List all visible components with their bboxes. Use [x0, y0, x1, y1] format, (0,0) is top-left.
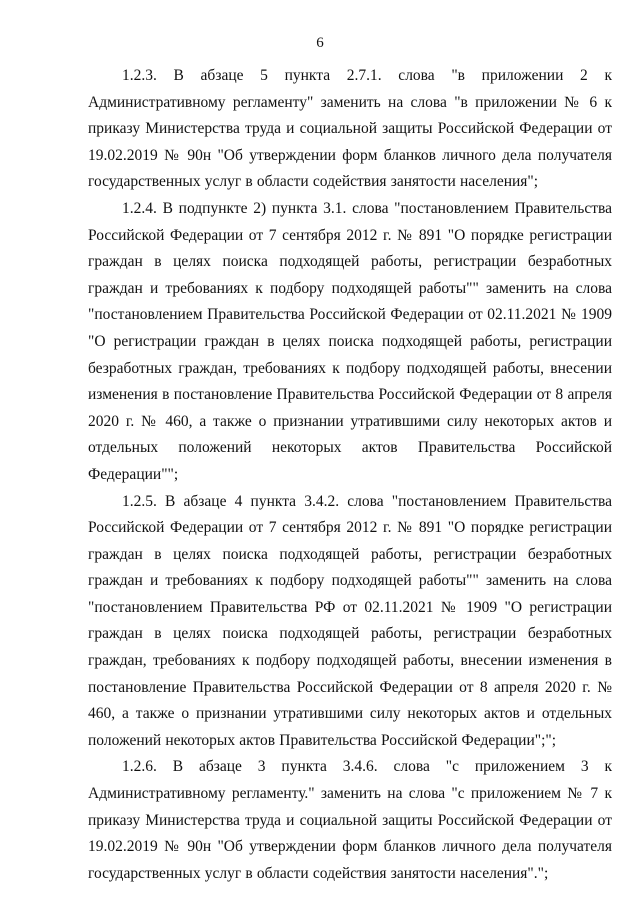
paragraph-1-2-4: 1.2.4. В подпункте 2) пункта 3.1. слова "постановлением Правительства Российской Федерации от 7 сентября 2012 г. № 891 "О порядке регистрации граждан в целях поиска подходящей работы, регистрации безработных граждан и требованиях к подбору подходящей работы"" заменить на слова "постановлением Правительства Российской Федерации от 02.11.2021 № 1909 "О регистрации граждан в целях поиска подходящей работы, регистрации безработных граждан, требованиях к подбору подходящей работы, внесении изменения в постановление Правительства Российской Федерации от 8 апреля 2020 г. № 460, а также о признании утратившими силу некоторых актов и отдельных положений некоторых актов Правительства Российской Федерации""; [88, 199, 612, 483]
page-number: 6 [316, 35, 324, 51]
paragraph-1-2-5: 1.2.5. В абзаце 4 пункта 3.4.2. слова "постановлением Правительства Российской Федерации от 7 сентября 2012 г. № 891 "О порядке регистрации граждан в целях поиска подходящей работы, регистрации безработных граждан и требованиях к подбору подходящей работы"" заменить на слова "постановлением Правительства РФ от 02.11.2021 № 1909 "О регистрации граждан в целях поиска подходящей работы, регистрации безработных граждан, требованиях к подбору подходящей работы, внесении изменения в постановление Правительства Российской Федерации от 8 апреля 2020 г. № 460, а также о признании утратившими силу некоторых актов и отдельных положений некоторых актов Правительства Российской Федерации";"; [88, 492, 612, 749]
paragraph-1-2-6: 1.2.6. В абзаце 3 пункта 3.4.6. слова "с приложением 3 к Административному регламенту." заменить на слова "с приложением № 7 к приказу Министерства труда и социальной защиты Российской Федерации от 19.02.2019 № 90н "Об утверждении форм бланков личного дела получателя государственных услуг в области содействия занятости населения"."; [88, 758, 612, 882]
document-body [88, 63, 612, 887]
paragraph-1-2-3: 1.2.3. В абзаце 5 пункта 2.7.1. слова "в приложении 2 к Административному регламенту" заменить на слова "в приложении № 6 к приказу Министерства труда и социальной защиты Российской Федерации от 19.02.2019 № 90н "Об утверждении форм бланков личного дела получателя государственных услуг в области содействия занятости населения"; [88, 67, 612, 191]
